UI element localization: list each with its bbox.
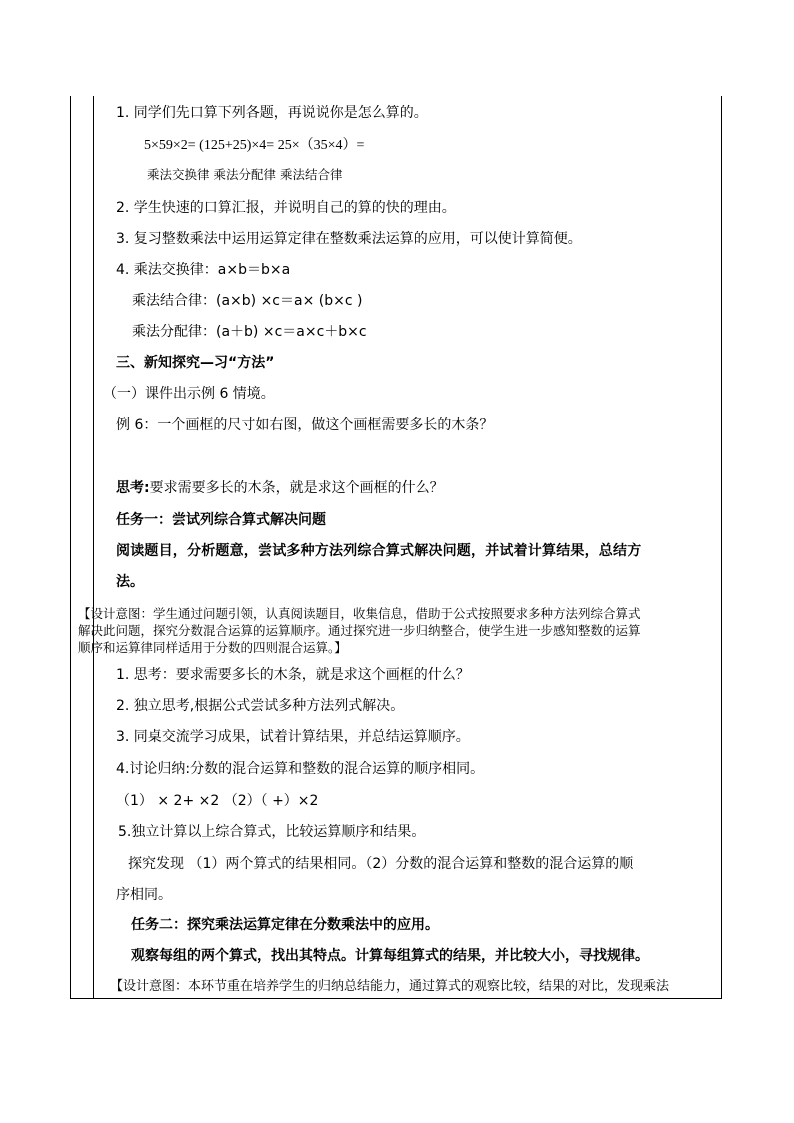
design-intent-2: 【设计意图：本环节重在培养学生的归纳总结能力，通过算式的观察比较，结果的对比，发现乘法	[110, 979, 670, 994]
review-item-1: 1. 同学们先口算下列各题，再说说你是怎么算的。	[116, 105, 428, 121]
task-1-instruction: 阅读题目，分析题意，尝试多种方法列综合算式解决问题，并试着计算结果，总结方	[116, 543, 642, 559]
law-labels: 乘法交换律 乘法分配律 乘法结合律	[147, 167, 343, 182]
associative-law: 乘法结合律：(a×b) ×c＝a× (b×c )	[132, 293, 363, 309]
think-label: 思考:	[116, 480, 150, 496]
section-heading-3: 三、新知探究—习“方法”	[116, 355, 275, 371]
step-1: 1. 思考：要求需要多长的木条，就是求这个画框的什么？	[116, 667, 470, 683]
discovery-line2: 序相同。	[116, 887, 172, 903]
sub-heading-1: （一）课件出示例 6 情境。	[103, 386, 275, 402]
commutative-law: 4. 乘法交换律：a×b＝b×a	[116, 262, 291, 278]
step-2: 2. 独立思考,根据公式尝试多种方法列式解决。	[116, 698, 405, 714]
review-item-2: 2. 学生快速的口算汇报，并说明自己的算的快的理由。	[116, 200, 456, 216]
example-6: 例 6：一个画框的尺寸如右图，做这个画框需要多长的木条？	[116, 417, 494, 433]
design-intent-1-line1: 【设计意图：学生通过问题引领，认真阅读题目，收集信息，借助于公式按照要求多种方法列综合算式	[78, 606, 641, 621]
design-intent-1-line3: 顺序和运算律同样适用于分数的四则混合运算。】	[78, 640, 347, 655]
oral-calc-expressions: 5×59×2= (125+25)×4= 25×（35×4）=	[144, 138, 365, 153]
step-4: 4.讨论归纳:分数的混合运算和整数的混合运算的顺序相同。	[116, 761, 485, 777]
step-3: 3. 同桌交流学习成果，试着计算结果，并总结运算顺序。	[116, 729, 470, 745]
task-2-heading: 任务二：探究乘法运算定律在分数乘法中的应用。	[131, 917, 439, 933]
task-1-instruction-cont: 法。	[116, 574, 144, 590]
task-1-heading: 任务一：尝试列综合算式解决问题	[116, 512, 326, 528]
discovery-line1: 探究发现 （1）两个算式的结果相同。（2）分数的混合运算和整数的混合运算的顺	[128, 856, 634, 872]
table-cell-divider	[93, 96, 94, 998]
formula-options: （1） × 2+ ×2 （2）（ +）×2	[116, 793, 319, 809]
think-text: 要求需要多长的木条，就是求这个画框的什么？	[149, 480, 444, 496]
step-5: 5.独立计算以上综合算式，比较运算顺序和结果。	[118, 824, 426, 840]
task-2-instruction: 观察每组的两个算式，找出其特点。计算每组算式的结果，并比较大小，寻找规律。	[131, 948, 649, 964]
review-item-3: 3. 复习整数乘法中运用运算定律在整数乘法运算的应用，可以使计算简便。	[116, 231, 582, 247]
think-question	[116, 480, 444, 496]
design-intent-1-line2: 解决此问题，探究分数混合运算的运算顺序。通过探究进一步归纳整合，使学生进一步感知整数的运算	[78, 623, 641, 638]
distributive-law: 乘法分配律：(a＋b) ×c＝a×c＋b×c	[132, 324, 367, 340]
